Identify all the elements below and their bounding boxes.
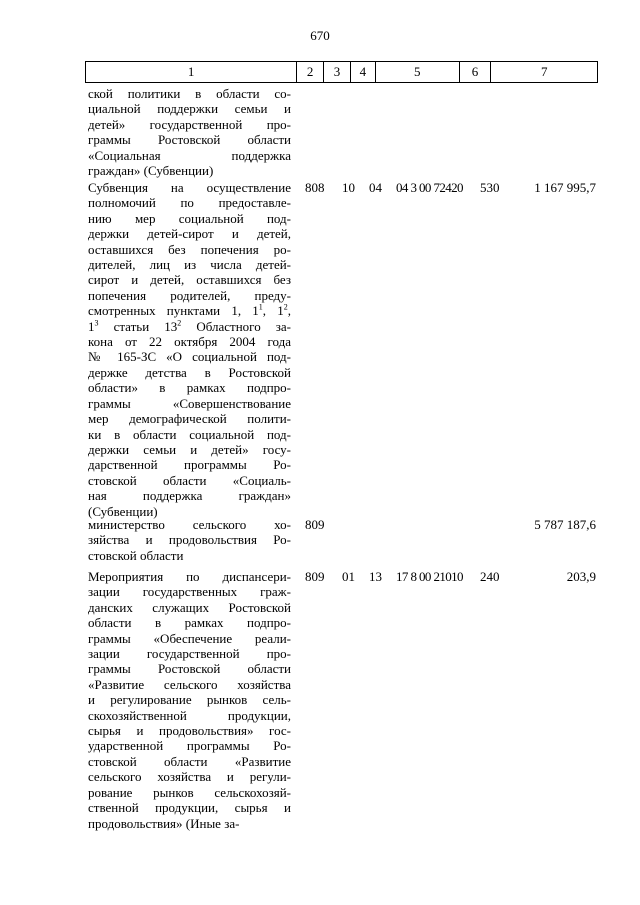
description-line: попечения родителей, преду- xyxy=(88,287,291,303)
header-col-3: 3 xyxy=(324,62,351,82)
description-line: № 165-ЗС «О социальной под- xyxy=(88,349,291,365)
description-line: скохозяйственной продукции, xyxy=(88,707,291,723)
description-line: детей» государственной про- xyxy=(88,116,291,132)
description-line: (Субвенции) xyxy=(88,503,158,519)
description-line: стовской области «Социаль- xyxy=(88,472,291,488)
page-number: 670 xyxy=(310,28,330,43)
description-line: дарственной программы Ро- xyxy=(88,457,291,473)
description-line: граммы «Совершенствование xyxy=(88,395,291,411)
cell-col-7: 5 787 187,6 xyxy=(534,517,596,532)
description-line: министерство сельского хо- xyxy=(88,517,291,532)
description-line: Субвенция на осуществление xyxy=(88,180,291,195)
description-line: ственной продукции, сырья и xyxy=(88,800,291,816)
header-col-5: 5 xyxy=(376,62,460,82)
description-line: «Социальная поддержка xyxy=(88,147,291,163)
description-line: смотренных пунктами 1, $1^1$, $1^2$, xyxy=(88,303,291,319)
description-line: ской политики в области со- xyxy=(88,86,291,101)
description-line: кона от 22 октября 2004 года xyxy=(88,334,291,350)
cell-col-7: 1 167 995,7 xyxy=(534,180,596,195)
description-line: держке детства в Ростовской xyxy=(88,364,291,380)
description-line: и регулирование рынков сель- xyxy=(88,692,291,708)
header-col-2: 2 xyxy=(297,62,324,82)
cell-col-4: 04 xyxy=(369,180,382,195)
description-line: стовской области «Развитие xyxy=(88,753,291,769)
cell-col-2: 809 xyxy=(305,517,325,532)
description-line: оставшихся без попечения ро- xyxy=(88,241,291,257)
description-line: зяйства и продовольствия Ро- xyxy=(88,532,291,548)
description-line: держки семьи и детей» госу- xyxy=(88,441,291,457)
cell-col-5: 04 3 00 72420 xyxy=(396,180,463,195)
row-description xyxy=(88,517,291,563)
description-line: области» в рамках подпро- xyxy=(88,380,291,396)
description-line: «Развитие сельского хозяйства xyxy=(88,676,291,692)
header-col-6: 6 xyxy=(460,62,492,82)
description-line: зации государственных граж- xyxy=(88,584,291,600)
cell-col-4: 13 xyxy=(369,569,382,584)
row-description xyxy=(88,569,291,831)
description-line: сырья и продовольствия» гос- xyxy=(88,723,291,739)
description-line: данских служащих Ростовской xyxy=(88,599,291,615)
description-line: граммы Ростовской области xyxy=(88,661,291,677)
description-line: граммы Ростовской области xyxy=(88,132,291,148)
description-line: дителей, лиц из числа детей- xyxy=(88,257,291,273)
description-line: нию мер социальной под- xyxy=(88,210,291,226)
cell-col-3: 10 xyxy=(342,180,355,195)
description-line: стовской области xyxy=(88,547,184,563)
table-header xyxy=(85,61,598,83)
description-line: продовольствия» (Иные за- xyxy=(88,815,240,831)
description-line: держки детей-сирот и детей, xyxy=(88,226,291,242)
cell-col-6: 240 xyxy=(480,569,500,584)
description-line: ки в области социальной под- xyxy=(88,426,291,442)
cell-col-5: 17 8 00 21010 xyxy=(396,569,463,584)
cell-col-7: 203,9 xyxy=(566,569,596,584)
header-col-4: 4 xyxy=(351,62,376,82)
description-line: сирот и детей, оставшихся без xyxy=(88,272,291,288)
description-line: полномочий по предоставле- xyxy=(88,195,291,211)
description-line: зации государственной про- xyxy=(88,646,291,662)
description-line: граждан» (Субвенции) xyxy=(88,163,214,179)
cell-col-6: 530 xyxy=(480,180,500,195)
description-line: Мероприятия по диспансери- xyxy=(88,569,291,584)
cell-col-2: 809 xyxy=(305,569,325,584)
description-line: мер демографической полити- xyxy=(88,411,291,427)
description-line: ударственной программы Ро- xyxy=(88,738,291,754)
cell-col-3: 01 xyxy=(342,569,355,584)
header-col-1: 1 xyxy=(86,62,297,82)
description-line: сельского хозяйства и регули- xyxy=(88,769,291,785)
description-line: ная поддержка граждан» xyxy=(88,488,291,504)
description-line: области в рамках подпро- xyxy=(88,615,291,631)
description-line: циальной поддержки семьи и xyxy=(88,101,291,117)
row-description xyxy=(88,86,291,178)
description-line: граммы «Обеспечение реали- xyxy=(88,630,291,646)
cell-col-2: 808 xyxy=(305,180,325,195)
header-col-7: 7 xyxy=(540,64,548,79)
description-line: $1^3$ статьи $13^2$ Областного за- xyxy=(88,318,291,334)
description-line: рование рынков сельскохозяй- xyxy=(88,784,291,800)
row-description xyxy=(88,180,291,519)
